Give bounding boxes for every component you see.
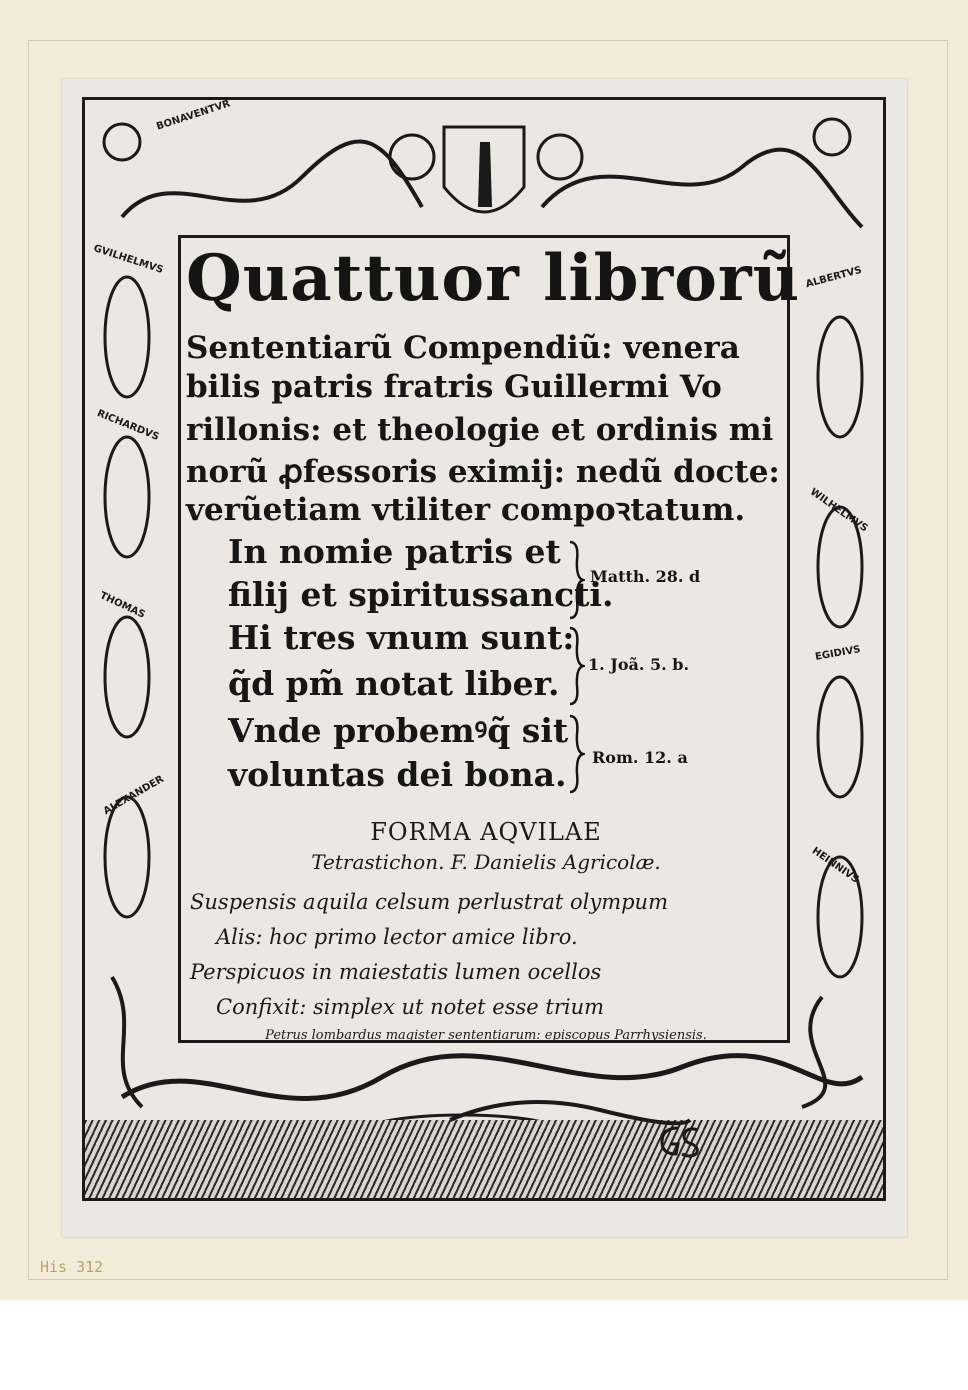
verse-line-3: Hi tres vnum sunt: <box>228 618 575 657</box>
forma-line-3: Perspicuos in maiestatis lumen ocellos <box>190 960 602 984</box>
verse-line-5: Vnde probemꝰq̃ sit <box>228 711 569 750</box>
body-line-5: verũetiam vtiliter compoꝛtatum. <box>186 492 746 528</box>
label-thomas: THOMAS <box>97 590 147 621</box>
brace-icon <box>567 714 585 794</box>
saint-figure-icon <box>814 119 850 155</box>
brace-icon <box>567 540 585 620</box>
verse-line-1: In nomie patris et <box>228 532 561 571</box>
catalog-number: His 312 <box>40 1258 104 1276</box>
forma-heading: FORMA AQVILAE <box>370 818 602 846</box>
footer-line: Petrus lombardus magister sententiarum: episcopus Parrhysiensis. <box>265 1028 707 1043</box>
reference-john: 1. Joã. 5. b. <box>588 655 690 674</box>
forma-subheading: Tetrastichon. F. Danielis Agricolæ. <box>311 850 661 874</box>
artist-monogram-icon <box>656 1120 704 1160</box>
page-title: Quattuor librorũ <box>186 241 801 316</box>
body-line-2: bilis patris fratris Guillermi Vo <box>186 369 722 405</box>
griffin-right-icon <box>538 135 582 179</box>
label-richardus: RICHARDVS <box>95 408 161 443</box>
label-bonaventura: BONAVENTVR <box>155 98 232 133</box>
verse-line-2: filij et spiritussancti. <box>228 575 614 614</box>
forma-line-2: Alis: hoc primo lector amice libro. <box>216 925 578 949</box>
forma-line-1: Suspensis aquila celsum perlustrat olympum <box>190 890 668 914</box>
reference-matthew: Matth. 28. d <box>590 567 701 586</box>
brace-icon <box>567 626 585 706</box>
verse-line-6: voluntas dei bona. <box>228 755 567 794</box>
bonaventura-figure-icon <box>104 124 140 160</box>
griffin-left-icon <box>390 135 434 179</box>
forma-line-4: Confixit: simplex ut notet esse trium <box>216 995 605 1019</box>
label-wilhelmus: WILHELMVS <box>807 486 870 535</box>
label-albertus: ALBERTVS <box>804 264 864 291</box>
body-line-1: Sententiarũ Compendiũ: venera <box>186 330 740 366</box>
reference-romans: Rom. 12. a <box>592 748 688 767</box>
body-line-4: norũ ꝓfessoris eximij: nedũ docte: <box>186 454 780 490</box>
body-line-3: rillonis: et theologie et ordinis mi <box>186 412 774 448</box>
label-guilhelmus: GVILHELMVS <box>92 243 165 276</box>
label-heinnius: HEINNIVS <box>809 845 861 886</box>
verse-line-4: q̃d pm̃ notat liber. <box>228 664 560 703</box>
label-egidius: EGIDIVS <box>814 644 862 663</box>
bottom-band <box>0 1300 968 1390</box>
label-alexander: ALEXANDER <box>101 773 166 818</box>
